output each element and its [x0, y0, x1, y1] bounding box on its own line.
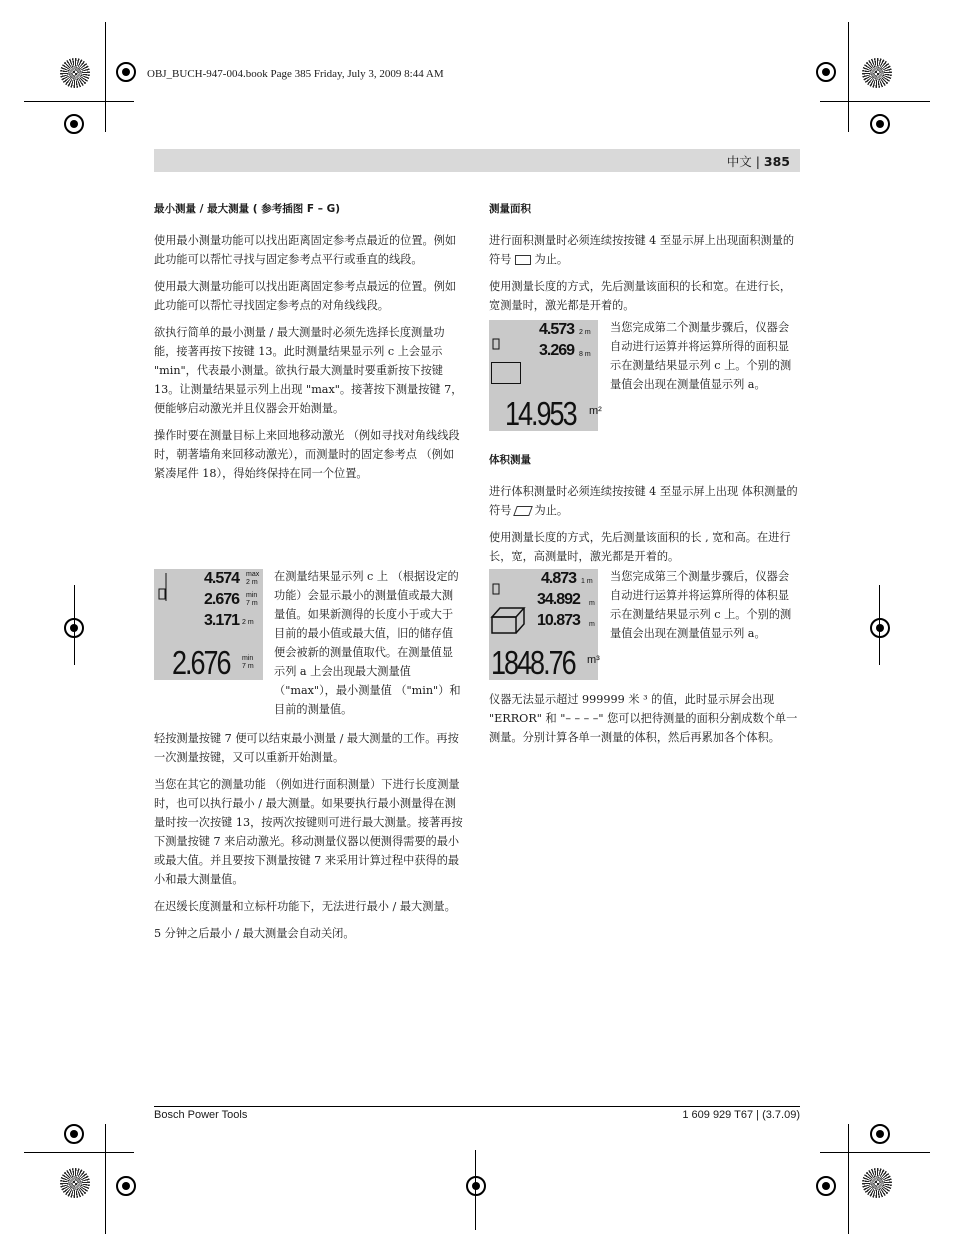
- paragraph: [489, 482, 800, 520]
- header-lang: 中文: [726, 154, 752, 169]
- crop-line: [820, 101, 930, 102]
- registration-mark-icon: [862, 58, 892, 88]
- display-unit-3: 2 m: [242, 619, 254, 626]
- right-column-volume-note: [489, 690, 800, 755]
- paragraph: 使用测量长度的方式，先后测量该面积的长和宽。在进行长，宽测量时，激光都是开着的。: [489, 280, 792, 312]
- display-result: 14.953: [505, 395, 576, 433]
- paragraph: 轻按测量按键 7 便可以结束最小测量 / 最大测量的工作。再按一次测量按键，又可以重新开始测量。: [154, 732, 459, 764]
- registration-mark-icon: [60, 58, 90, 88]
- right-column-area: [489, 200, 800, 323]
- registration-mark-icon: [862, 1168, 892, 1198]
- crosshair-target-icon: [116, 62, 136, 82]
- display-unit-1: 2 m: [579, 329, 591, 336]
- display-value-2: 3.269: [539, 342, 575, 359]
- paragraph: 使用最小测量功能可以找出距离固定参考点最近的位置。例如此功能可以帮忙寻找与固定参考点平行或垂直的线段。: [154, 234, 457, 266]
- display-result-unit-a: min: [242, 655, 254, 662]
- display-value-2: 34.892: [537, 591, 580, 608]
- paragraph: 使用最大测量功能可以找出距离固定参考点最远的位置。例如此功能可以帮忙寻找固定参考点的对角线线段。: [154, 280, 457, 312]
- area-display-text: 当您完成第二个测量步骤后，仪器会自动进行运算并将运算所得的面积显示在测量结果显示列 c 上。个别的测量值会出现在测量值显示列 a。: [610, 321, 792, 391]
- display-result: 2.676: [172, 644, 230, 682]
- paragraph: 欲执行简单的最小测量 / 最大测量时必须先选择长度测量功能，接著再按下按键 13。此时测量结果显示列 c 上会显示 "min"，代表最小测量。欲执行最大测量时要重新按下按键 13。让测量结果显示列上出现 "max"。接著按下测量按键 7，便能够启动激光并且仪器会开始测量。: [154, 326, 463, 415]
- device-icon: [491, 322, 511, 358]
- display-unit-2: m: [589, 600, 595, 607]
- area-symbol-icon: [515, 255, 531, 265]
- registration-mark-icon: [60, 1168, 90, 1198]
- paragraph: 仪器无法显示超过 999999 米 ³ 的值，此时显示屏会出现 "ERROR" 和 "– – – –" 您可以把待测量的面积分割成数个单一测量。分别计算各单一测量的体积，然后再累加各个体积。: [489, 693, 798, 744]
- display-value-1: 4.574: [204, 570, 240, 587]
- right-column-volume: [489, 451, 800, 574]
- crop-line: [848, 22, 849, 132]
- paragraph: 5 分钟之后最小 / 最大测量会自动关闭。: [154, 927, 355, 940]
- crop-line: [848, 1124, 849, 1234]
- crosshair-target-icon: [116, 1176, 136, 1196]
- crop-line: [105, 1124, 106, 1234]
- crop-line: [820, 1152, 930, 1153]
- volume-symbol-icon: [513, 506, 533, 516]
- crosshair-target-icon: [64, 1124, 84, 1144]
- crop-line: [105, 22, 106, 132]
- crop-line: [24, 101, 134, 102]
- header-label: [727, 152, 790, 170]
- volume-instruction-end: 为止。: [534, 504, 569, 517]
- display-value-3: 10.873: [537, 612, 580, 629]
- crop-line: [24, 1152, 134, 1153]
- display-unit-3: m: [589, 621, 595, 628]
- paragraph: 使用测量长度的方式，先后测量该面积的长 , 宽和高。在进行长，宽，高测量时，激光都是开着的。: [489, 531, 791, 563]
- display-unit-2a: min: [246, 592, 258, 599]
- display-unit-1: 1 m: [581, 578, 593, 585]
- area-rectangle-icon: [491, 362, 521, 384]
- display-unit-2: 8 m: [579, 351, 591, 358]
- section-title-volume: 体积测量: [489, 454, 531, 466]
- footer-left: Bosch Power Tools: [154, 1109, 248, 1121]
- paragraph: [489, 231, 800, 269]
- crosshair-target-icon: [816, 62, 836, 82]
- minmax-display-figure: [154, 569, 263, 680]
- display-result-unit-b: 7 m: [242, 663, 254, 670]
- page-header: [154, 149, 800, 172]
- display-value-1: 4.873: [541, 570, 577, 587]
- crosshair-target-icon: [816, 1176, 836, 1196]
- display-unit-1a: max: [246, 571, 260, 578]
- crosshair-target-icon: [870, 1124, 890, 1144]
- display-result-unit: m³: [587, 654, 600, 666]
- crosshair-target-icon: [870, 618, 890, 638]
- volume-instruction: 进行体积测量时必须连续按按键 4 至显示屏上出现 体积测量的符号: [489, 485, 798, 517]
- display-unit-2b: 7 m: [246, 600, 258, 607]
- page-number: 385: [763, 154, 790, 169]
- device-icon: [491, 569, 511, 605]
- paragraph: 在迟缓长度测量和立标杆功能下，无法进行最小 / 最大测量。: [154, 900, 456, 913]
- volume-display-figure: [489, 569, 598, 680]
- section-title-area: 测量面积: [489, 203, 531, 215]
- display-value-3: 3.171: [204, 612, 240, 629]
- paragraph: 操作时要在测量目标上来回地移动激光 （例如寻找对角线线段时，朝著墙角来回移动激光），而测量时的固定参考点 （例如紧凑尾件 18），得始终保持在同一个位置。: [154, 429, 460, 480]
- crop-line: [879, 585, 880, 665]
- paragraph: 当您在其它的测量功能 （例如进行面积测量）下进行长度测量时，也可以执行最小 / 最大测量。如果要执行最小测量得在测量时按一次按键 13，按两次按键则可进行最大测量。接著再按下测量按键 7 来启动激光。移动测量仪器以便测得需要的最小或最大值。并且要按下测量按键 7 来采用计算过程中获得的最小和最大测量值。: [154, 778, 463, 886]
- crosshair-target-icon: [64, 114, 84, 134]
- left-column-lower: [154, 729, 464, 951]
- area-instruction: 进行面积测量时必须连续按按键 4 至显示屏上出现面积测量的符号: [489, 234, 795, 266]
- device-arrow-icon: [156, 571, 176, 643]
- display-result-unit: m²: [589, 405, 602, 417]
- crop-line: [74, 585, 75, 665]
- area-display-figure: [489, 320, 602, 433]
- display-value-2: 2.676: [204, 591, 240, 608]
- header-sep: |: [751, 154, 764, 169]
- footer-divider: [154, 1106, 800, 1107]
- footer-right: 1 609 929 T67 | (3.7.09): [682, 1109, 800, 1121]
- display-value-1: 4.573: [539, 321, 575, 338]
- left-column: [154, 200, 464, 491]
- section-title-minmax: 最小测量 / 最大测量 ( 参考插图 F – G): [154, 203, 341, 215]
- minmax-display-text: 在测量结果显示列 c 上 （根据设定的功能）会显示最小的测量值或最大测量值。如果新测得的长度小于或大于目前的最小值或最大值，旧的储存值便会被新的测量值取代。在测量值显示列 a 上会出现最大测量值 （"max"），最小测量值 （"min"）和目前的测量值。: [274, 570, 461, 716]
- display-result: 1848.76: [491, 644, 575, 682]
- display-unit-1b: 2 m: [246, 579, 258, 586]
- crosshair-target-icon: [466, 1176, 486, 1196]
- area-instruction-end: 为止。: [534, 253, 569, 266]
- file-info-line: OBJ_BUCH-947-004.book Page 385 Friday, July 3, 2009 8:44 AM: [147, 68, 444, 80]
- crosshair-target-icon: [870, 114, 890, 134]
- volume-display-text: 当您完成第三个测量步骤后，仪器会自动进行运算并将运算所得的体积显示在测量结果显示列 c 上。个别的测量值会出现在测量值显示列 a。: [610, 570, 792, 640]
- volume-box-icon: [490, 605, 526, 635]
- crop-line: [475, 1150, 476, 1230]
